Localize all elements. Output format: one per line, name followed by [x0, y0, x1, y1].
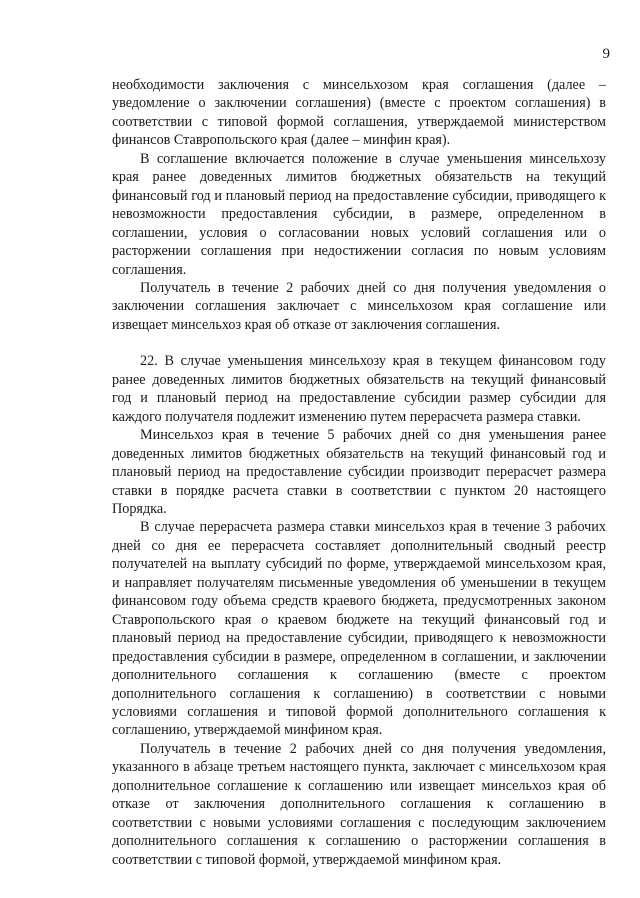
paragraph-agreement-provision: В соглашение включается положение в случае уменьшения минсельхозу края ранее доведенных лимитов бюджетных обязательств на текущий финансовый год и плановый период на предоставление субсидии, приводящего к невозможности предоставления субсидии, в размере, определенном в соглашении, условия о согласовании новых условий соглашения или о расторжении соглашения при недостижении согласия по новым условиям соглашения.	[112, 150, 606, 278]
paragraph-item-22: 22. В случае уменьшения минсельхозу края в текущем финансовом году ранее доведенных лимитов бюджетных обязательств на текущий финансовый год и плановый период на предоставление субсидии размер субсидии для каждого получателя подлежит изменению путем перерасчета размера ставки.	[112, 353, 606, 425]
paragraph-additional-registry: В случае перерасчета размера ставки минсельхоз края в течение 3 рабочих дней со дня ее перерасчета составляет дополнительный сводный реестр получателей на выплату субсидий по форме, утверждаемой минсельхозом края, и направляет получателям письменные уведомления об уменьшении в текущем финансовом году объема средств краевого бюджета, предусмотренных законом Ставропольского края о краевом бюджете на текущий финансовый год и плановый период на предоставление субсидии, приводящего к невозможности предоставления субсидии в размере, определенном в соглашении, и заключении дополнительного соглашения к соглашению (вместе с проектом дополнительного соглашения к соглашению) в соответствии с новыми условиями соглашения и типовой формой дополнительного соглашения к соглашению, утверждаемой минфином края.	[112, 519, 606, 739]
paragraph-additional-agreement: Получатель в течение 2 рабочих дней со дня получения уведомления, указанного в абзаце третьем настоящего пункта, заключает с минсельхозом края дополнительное соглашение к соглашению или извещает минсельхоз края об отказе от заключения дополнительного соглашения к соглашению в соответствии с новыми условиями соглашения с последующим заключением дополнительного соглашения к соглашению о расторжении соглашения в соответствии с типовой формой, утверждаемой минфином края.	[112, 740, 606, 868]
paragraph-rate-recalculation: Минсельхоз края в течение 5 рабочих дней со дня уменьшения ранее доведенных лимитов бюджетных обязательств на текущий финансовый год и плановый период на предоставление субсидии производит перерасчет размера ставки в порядке расчета ставки в соответствии с пунктом 20 настоящего Порядка.	[112, 427, 606, 517]
page-number: 9	[602, 46, 610, 62]
document-body	[112, 76, 606, 869]
paragraph-notice-continuation: необходимости заключения с минсельхозом края соглашения (далее – уведомление о заключении соглашения) (вместе с проектом соглашения) в соответствии с типовой формой соглашения, утверждаемой министерством финансов Ставропольского края (далее – минфин края).	[112, 77, 606, 149]
paragraph-recipient-agreement: Получатель в течение 2 рабочих дней со дня получения уведомления о заключении соглашения заключает с минсельхозом края соглашение или извещает минсельхоз края об отказе от заключения соглашения.	[112, 279, 606, 333]
